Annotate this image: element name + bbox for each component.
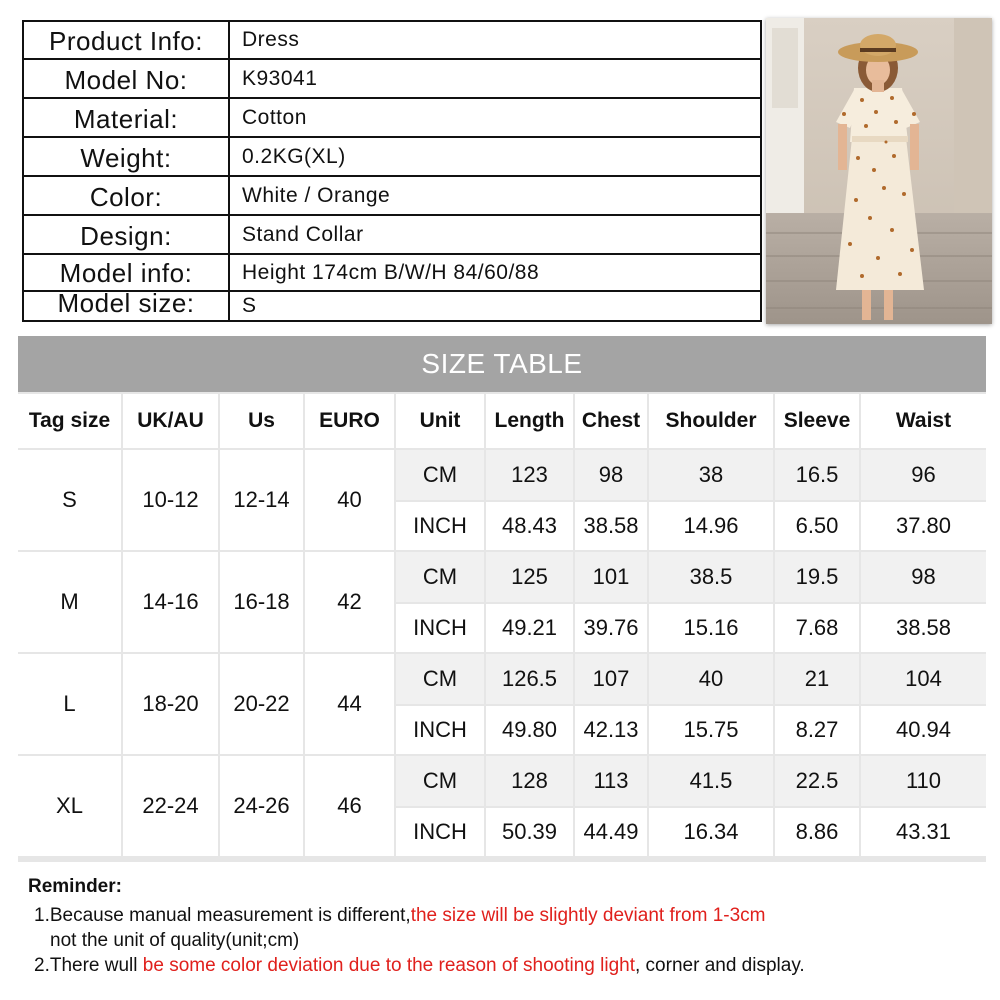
product-info-value: Cotton [242,105,307,129]
chest-cell: 42.13 [575,706,647,754]
product-info-value: K93041 [242,66,318,90]
chest-cell: 113 [575,756,647,806]
shoulder-cell: 15.75 [649,706,773,754]
shoulder-cell: 16.34 [649,808,773,856]
tag-size-cell: XL [18,756,121,856]
shoulder-cell: 40 [649,654,773,704]
product-info-row [24,58,760,97]
unit-cell: INCH [396,808,484,856]
product-info-row [24,175,760,214]
unit-cell: INCH [396,604,484,652]
chest-cell: 44.49 [575,808,647,856]
column-header: EURO [305,394,394,448]
us-cell: 24-26 [220,756,303,856]
length-cell: 49.21 [486,604,573,652]
size-table [18,336,986,862]
sleeve-cell: 8.27 [775,706,859,754]
reminder-line-2 [28,953,988,978]
column-header: Us [220,394,303,448]
tag-size-cell: L [18,654,121,754]
product-info-row [24,136,760,175]
length-cell: 128 [486,756,573,806]
shoulder-cell: 38.5 [649,552,773,602]
sleeve-cell: 7.68 [775,604,859,652]
reminder-line-1-text: 1.Because manual measurement is different, [34,905,411,926]
waist-cell: 37.80 [861,502,986,550]
column-header: Sleeve [775,394,859,448]
column-header: Shoulder [649,394,773,448]
euro-cell: 46 [305,756,394,856]
reminder-line-1-highlight: the size will be slightly deviant from 1-3cm [410,905,766,926]
product-info-label: Material: [24,99,230,136]
uk-au-cell: 14-16 [123,552,218,652]
product-info-row [24,214,760,253]
reminder-line-1-continued: not the unit of quality(unit;cm) [50,930,300,951]
column-header: Unit [396,394,484,448]
product-info-value: Height 174cm B/W/H 84/60/88 [242,260,540,284]
length-cell: 125 [486,552,573,602]
sleeve-cell: 6.50 [775,502,859,550]
unit-cell: INCH [396,706,484,754]
product-info-label: Weight: [24,138,230,175]
product-info-value: Dress [242,28,300,51]
chest-cell: 101 [575,552,647,602]
chest-cell: 38.58 [575,502,647,550]
column-header: Length [486,394,573,448]
waist-cell: 98 [861,552,986,602]
product-info-table [22,20,762,322]
length-cell: 123 [486,450,573,500]
product-info-row [24,22,760,58]
sleeve-cell: 8.86 [775,808,859,856]
sleeve-cell: 22.5 [775,756,859,806]
unit-cell: INCH [396,502,484,550]
product-info-row [24,253,760,290]
reminder-title: Reminder: [28,876,122,897]
product-info-label: Model size: [24,292,230,320]
tag-size-cell: M [18,552,121,652]
product-info-value: Stand Collar [242,222,364,246]
waist-cell: 96 [861,450,986,500]
product-info-label: Model No: [24,60,230,97]
waist-cell: 110 [861,756,986,806]
waist-cell: 40.94 [861,706,986,754]
unit-cell: CM [396,756,484,806]
product-info-value: S [242,294,257,317]
model-photo [766,18,992,324]
model-photo-illustration [766,18,992,324]
size-table-title: SIZE TABLE [18,336,986,392]
column-header: UK/AU [123,394,218,448]
euro-cell: 44 [305,654,394,754]
uk-au-cell: 10-12 [123,450,218,550]
length-cell: 48.43 [486,502,573,550]
column-header: Chest [575,394,647,448]
us-cell: 12-14 [220,450,303,550]
waist-cell: 38.58 [861,604,986,652]
euro-cell: 40 [305,450,394,550]
product-info-label: Model info: [24,255,230,290]
product-info-label: Product Info: [24,22,230,58]
uk-au-cell: 22-24 [123,756,218,856]
length-cell: 126.5 [486,654,573,704]
euro-cell: 42 [305,552,394,652]
chest-cell: 39.76 [575,604,647,652]
product-info-label: Design: [24,216,230,253]
us-cell: 20-22 [220,654,303,754]
column-header: Waist [861,394,986,448]
reminder-line-1 [28,903,988,928]
us-cell: 16-18 [220,552,303,652]
reminder-line-2-highlight: be some color deviation due to the reason of shooting light [142,955,635,976]
shoulder-cell: 41.5 [649,756,773,806]
reminder-line-2-text: 2.There wull [34,955,143,976]
column-header: Tag size [18,394,121,448]
unit-cell: CM [396,654,484,704]
reminder-line-2-suffix: , corner and display. [635,955,805,976]
shoulder-cell: 38 [649,450,773,500]
product-info-value: 0.2KG(XL) [242,144,346,168]
chest-cell: 107 [575,654,647,704]
unit-cell: CM [396,552,484,602]
chest-cell: 98 [575,450,647,500]
reminder [28,874,988,978]
product-info-row [24,97,760,136]
unit-cell: CM [396,450,484,500]
waist-cell: 104 [861,654,986,704]
sleeve-cell: 21 [775,654,859,704]
length-cell: 49.80 [486,706,573,754]
sleeve-cell: 19.5 [775,552,859,602]
length-cell: 50.39 [486,808,573,856]
shoulder-cell: 14.96 [649,502,773,550]
product-info-label: Color: [24,177,230,214]
product-info-row [24,290,760,320]
sleeve-cell: 16.5 [775,450,859,500]
tag-size-cell: S [18,450,121,550]
waist-cell: 43.31 [861,808,986,856]
product-info-value: White / Orange [242,183,391,207]
shoulder-cell: 15.16 [649,604,773,652]
uk-au-cell: 18-20 [123,654,218,754]
